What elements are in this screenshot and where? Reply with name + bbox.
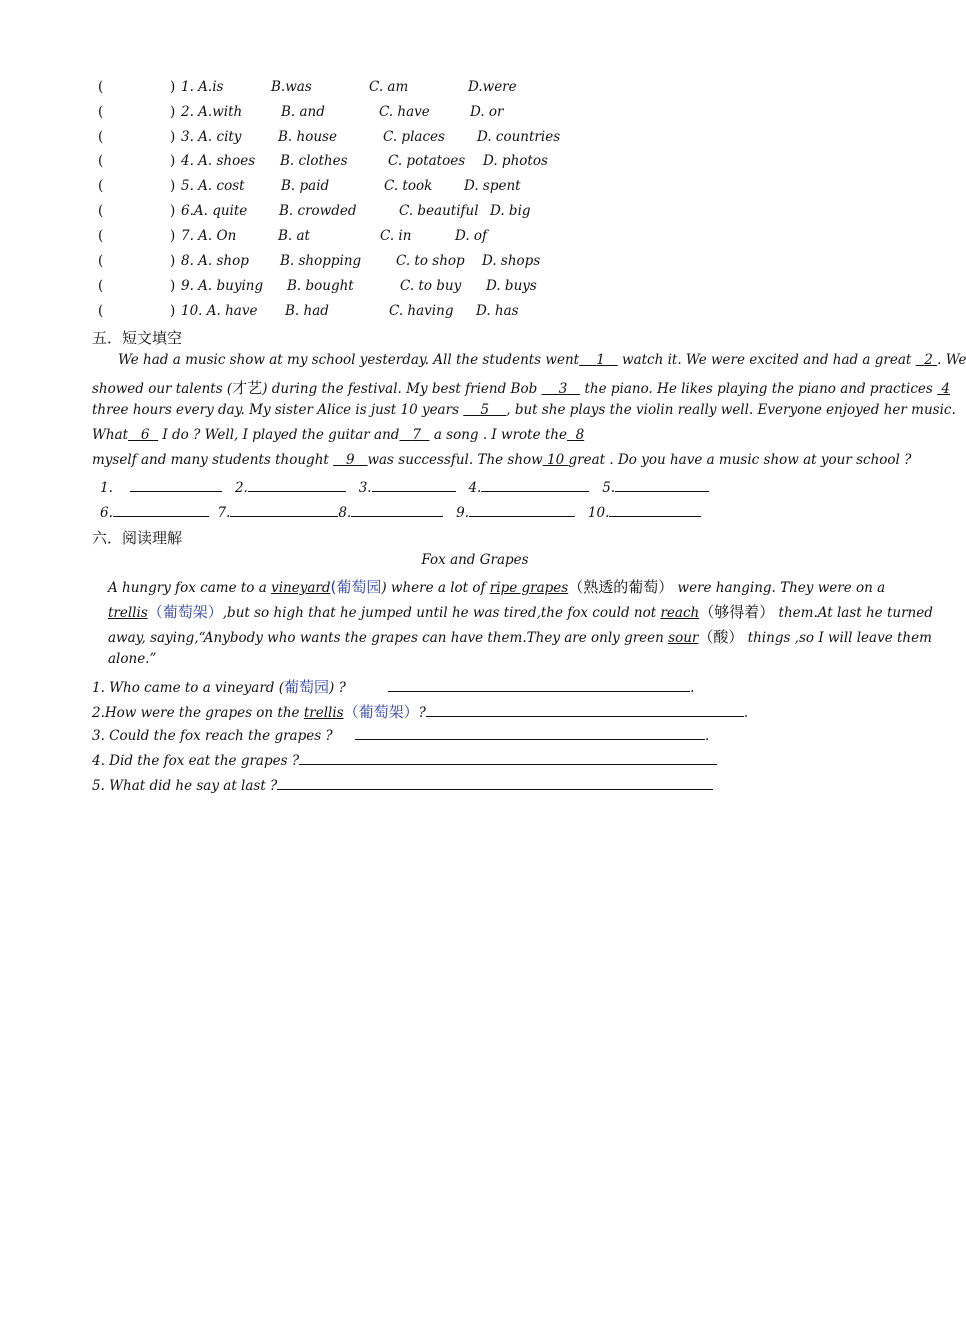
paren-open: (: [98, 253, 104, 269]
story-title: Fox and Grapes: [421, 552, 529, 568]
choice-row: [98, 278, 578, 300]
question-option-a: 1. A.is: [181, 79, 224, 95]
choice-row: [98, 129, 578, 151]
option-c: C. to shop: [396, 253, 465, 269]
blank-8: 8: [575, 427, 585, 443]
option-d: D. of: [455, 228, 488, 244]
question-1: 1. Who came to a vineyard (葡萄园) ? .: [92, 678, 695, 696]
option-b: B. clothes: [280, 153, 348, 169]
choice-row: [98, 303, 578, 325]
blank-3: 3: [558, 381, 568, 397]
option-b: B.was: [271, 79, 312, 95]
answer-slot[interactable]: [106, 178, 166, 196]
option-d: D.were: [468, 79, 517, 95]
blank-7: 7: [412, 427, 421, 443]
option-d: D. buys: [486, 278, 537, 294]
answer-blank-1[interactable]: [130, 477, 222, 492]
option-b: B. crowded: [279, 203, 357, 219]
option-c: C. to buy: [400, 278, 462, 294]
choice-row: [98, 253, 578, 275]
option-d: D. has: [476, 303, 519, 319]
paren-open: (: [98, 178, 104, 194]
option-c: C. potatoes: [388, 153, 466, 169]
question-option-a: 3. A. city: [181, 129, 242, 145]
paren-close: ): [170, 104, 176, 120]
answer-blank-5[interactable]: [615, 477, 709, 492]
option-b: B. and: [281, 104, 325, 120]
answer-slot[interactable]: [106, 228, 166, 246]
cloze-line-2: showed our talents (才艺) during the festival. My best friend Bob 3 the piano. He likes playing the piano and practices 4: [92, 379, 951, 397]
question-option-a: 5. A. cost: [181, 178, 245, 194]
story-line-1: A hungry fox came to a vineyard(葡萄园) where a lot of ripe grapes（熟透的葡萄） were hanging. They were on a: [108, 578, 886, 596]
cloze-line-1: We had a music show at my school yesterday. All the students went 1 watch it. We were excited and had a great 2 . We: [118, 352, 966, 368]
option-c: C. took: [384, 178, 433, 194]
blank-2: 2: [924, 352, 933, 368]
option-d: D. photos: [483, 153, 548, 169]
answer-blank-3[interactable]: [372, 477, 456, 492]
option-b: B. had: [285, 303, 329, 319]
option-c: C. having: [389, 303, 454, 319]
paren-open: (: [98, 203, 104, 219]
answer-slot[interactable]: [106, 79, 166, 97]
paren-close: ): [170, 228, 176, 244]
paren-close: ): [170, 203, 176, 219]
question-option-a: 4. A. shoes: [181, 153, 256, 169]
option-b: B. at: [278, 228, 310, 244]
section6-title: 六．阅读理解: [92, 529, 183, 547]
choice-row: [98, 178, 578, 200]
paren-close: ): [170, 153, 176, 169]
paren-close: ): [170, 278, 176, 294]
paren-open: (: [98, 228, 104, 244]
paren-close: ): [170, 178, 176, 194]
cloze-line-5: myself and many students thought 9 was successful. The show 10 great . Do you have a music show at your school ?: [92, 452, 912, 468]
choice-row: [98, 203, 578, 225]
blank-1: 1: [596, 352, 605, 368]
option-b: B. shopping: [280, 253, 362, 269]
question-option-a: 7. A. On: [181, 228, 237, 244]
answer-slot[interactable]: [106, 203, 166, 221]
answer-blank-6[interactable]: [113, 502, 209, 517]
option-d: D. spent: [464, 178, 521, 194]
story-line-3: away, saying,“Anybody who wants the grapes can have them.They are only green sour（酸） things ,so I will leave them: [108, 628, 932, 646]
blank-9: 9: [345, 452, 355, 468]
answer-blank-8[interactable]: [351, 502, 443, 517]
answer-blank-7[interactable]: [230, 502, 338, 517]
blank-10: 10: [547, 452, 565, 468]
option-c: C. am: [369, 79, 409, 95]
paren-open: (: [98, 104, 104, 120]
answer-blank-2[interactable]: [248, 477, 346, 492]
question-1-answer[interactable]: [388, 677, 690, 692]
answer-row-1: 1. 2. 3. 4. 5.: [100, 477, 709, 496]
option-c: C. beautiful: [399, 203, 479, 219]
answer-blank-10[interactable]: [609, 502, 701, 517]
question-option-a: 9. A. buying: [181, 278, 264, 294]
paren-close: ): [170, 253, 176, 269]
cloze-line-3: three hours every day. My sister Alice is just 10 years 5 , but she plays the violin really well. Everyone enjoyed her music.: [92, 402, 956, 418]
question-5-answer[interactable]: [277, 775, 713, 790]
option-c: C. in: [380, 228, 412, 244]
story-line-4: alone.”: [108, 651, 157, 667]
paren-close: ): [170, 303, 176, 319]
paren-open: (: [98, 153, 104, 169]
answer-slot[interactable]: [106, 104, 166, 122]
option-c: C. places: [383, 129, 445, 145]
question-2: 2.How were the grapes on the trellis（葡萄架）? .: [92, 703, 749, 721]
question-option-a: 2. A.with: [181, 104, 243, 120]
blank-5: 5: [480, 402, 490, 418]
option-b: B. house: [278, 129, 337, 145]
answer-slot[interactable]: [106, 129, 166, 147]
question-4: 4. Did the fox eat the grapes ?: [92, 750, 717, 769]
choice-row: [98, 153, 578, 175]
answer-blank-9[interactable]: [469, 502, 575, 517]
answer-slot[interactable]: [106, 278, 166, 296]
paren-close: ): [170, 79, 176, 95]
option-d: D. big: [490, 203, 531, 219]
paren-close: ): [170, 129, 176, 145]
option-b: B. bought: [287, 278, 354, 294]
blank-6: 6: [140, 427, 150, 443]
question-option-a: 6.A. quite: [181, 203, 248, 219]
story-line-2: trellis（葡萄架）,but so high that he jumped until he was tired,the fox could not reach（够得着） them.At last he turned: [108, 603, 933, 621]
answer-slot[interactable]: [106, 153, 166, 171]
question-2-answer[interactable]: [426, 702, 744, 717]
question-option-a: 8. A. shop: [181, 253, 249, 269]
paren-open: (: [98, 79, 104, 95]
paren-open: (: [98, 129, 104, 145]
option-c: C. have: [379, 104, 430, 120]
paren-open: (: [98, 278, 104, 294]
question-3-answer[interactable]: [355, 725, 705, 740]
option-d: D. countries: [477, 129, 561, 145]
option-b: B. paid: [281, 178, 330, 194]
answer-slot[interactable]: [106, 303, 166, 321]
choice-row: [98, 228, 578, 250]
section5-title: 五．短文填空: [92, 329, 183, 347]
question-option-a: 10. A. have: [181, 303, 258, 319]
option-d: D. or: [470, 104, 504, 120]
cloze-line-4: What 6 I do ? Well, I played the guitar and 7 a song . I wrote the 8: [92, 427, 585, 443]
question-3: 3. Could the fox reach the grapes ? .: [92, 725, 709, 744]
blank-4: 4: [941, 381, 951, 397]
option-d: D. shops: [482, 253, 541, 269]
choice-row: [98, 104, 578, 126]
answer-slot[interactable]: [106, 253, 166, 271]
choice-row: [98, 79, 578, 101]
answer-blank-4[interactable]: [481, 477, 589, 492]
answer-row-2: 6. 7. 8. 9. 10.: [100, 502, 701, 521]
paren-open: (: [98, 303, 104, 319]
question-4-answer[interactable]: [299, 750, 717, 765]
question-5: 5. What did he say at last ?: [92, 775, 713, 794]
